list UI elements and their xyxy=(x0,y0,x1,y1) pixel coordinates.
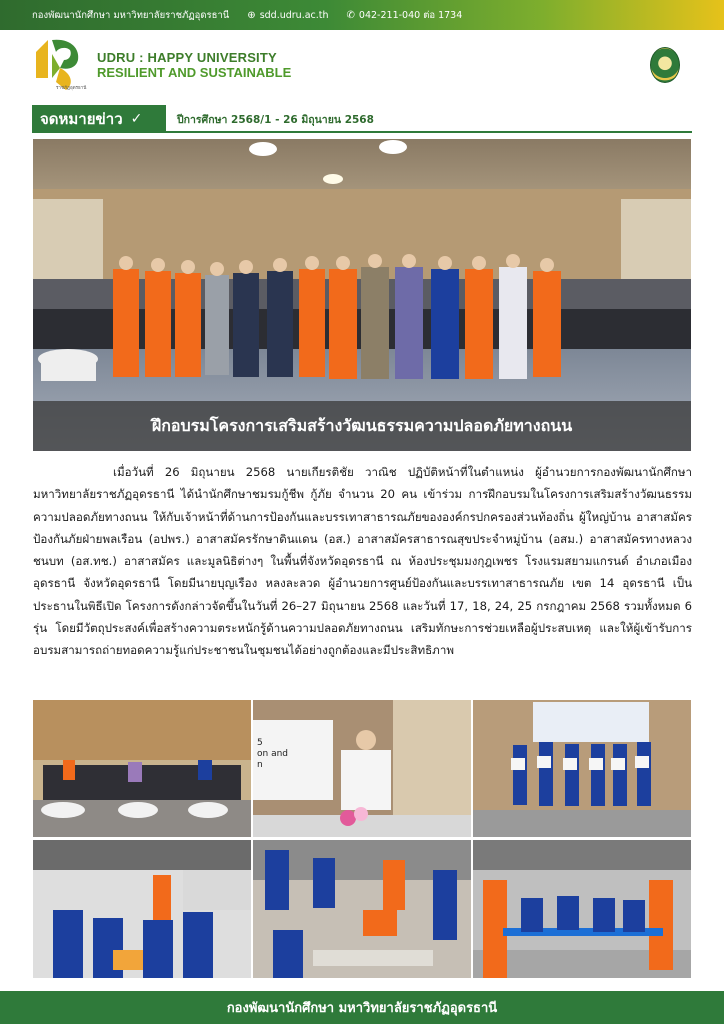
brand-line-2: RESILIENT AND SUSTAINABLE xyxy=(97,65,292,80)
header-divider xyxy=(32,131,692,133)
top-bar-website[interactable] xyxy=(247,10,328,21)
gallery-photo-outdoor-group xyxy=(33,840,251,978)
gallery-photo-stretcher-training xyxy=(473,840,691,978)
gallery-photo-certificates xyxy=(473,700,691,837)
top-bar-org xyxy=(32,8,229,23)
top-bar xyxy=(0,0,724,30)
article-body: เมื่อวันที่ 26 มิถุนายน 2568 นายเกียรติชัย วาณิช ปฏิบัติหน้าที่ในตำแหน่ง ผู้อำนวยการกองพัฒนานักศึกษา มหาวิทยาลัยราชภัฏอุดรธานี ได้นำนักศึกษาชมรมกู้ชีพ กู้ภัย จำนวน 20 คน เข้าร่วม การฝึกอบรมในโครงการเสริมสร้างวัฒนธรรมความปลอดภัยทางถนน ให้กับเจ้าหน้าที่ด้านการป้องกันและบรรเทาสาธารณภัยขององค์กรปกครองส่วนท้องถิ่น ผู้ใหญ่บ้าน อาสาสมัครป้องกันภัยฝ่ายพลเรือน (อปพร.) อาสาสมัครรักษาดินแดน (อส.) อาสาสมัครสาธารณสุขประจำหมู่บ้าน (อสม.) อาสาสมัครทางหลวงชนบท (อส.ทช.) อาสาสมัคร และมูลนิธิต่างๆ ในพื้นที่จังหวัดอุดรธานี ณ ห้องประชุมมงกุฎเพชร โรงแรมสยามแกรนด์ อำเภอเมืองอุดรธานี จังหวัดอุดรธานี โดยมีนายบุญเรือง หลงละลวด ผู้อำนวยการศูนย์ป้องกันและบรรเทาสาธารณภัย เขต 14 อุดรธานี เป็นประธานในพิธีเปิด โครงการดังกล่าวจัดขึ้นในวันที่ 26–27 มิถุนายน 2568 และวันที่ 17, 18, 24, 25 กรกฎาคม 2568 รวมทั้งหมด 6 รุ่น โดยมีวัตถุประสงค์เพื่อสร้างความตระหนักรู้ด้านความปลอดภัยทางถนน เสริมทักษะการช่วยเหลือผู้ประสบเหตุ และให้ผู้เข้ารับการอบรมสามารถถ่ายทอดความรู้แก่ประชาชนในชุมชนได้อย่างถูกต้องและมีประสิทธิภาพ xyxy=(33,465,692,658)
anniversary-logo xyxy=(30,34,86,96)
top-bar-phone xyxy=(347,8,463,23)
semester-date: ปีการศึกษา 2568/1 - 26 มิถุนายน 2568 xyxy=(177,114,374,126)
phone-icon: ✆ xyxy=(346,9,355,21)
slide-text: 5 on and n xyxy=(257,738,289,770)
footer-text: กองพัฒนานักศึกษา มหาวิทยาลัยราชภัฏอุดรธานี xyxy=(226,1001,498,1016)
gallery-photo-speaker xyxy=(253,700,471,837)
newsletter-title: จดหมายข่าว xyxy=(40,109,123,128)
main-group-photo xyxy=(33,139,691,451)
gallery-photo-meeting-room xyxy=(33,700,251,837)
org-name: กองพัฒนานักศึกษา มหาวิทยาลัยราชภัฏอุดรธานี xyxy=(32,9,230,21)
brand-slogan xyxy=(97,50,291,80)
logo-caption: ราชภัฏอุดรธานี xyxy=(56,86,87,91)
phone-number: 042-211-040 ต่อ 1734 xyxy=(358,9,463,21)
check-mark-icon: ✓ xyxy=(130,110,143,127)
gallery-photo-cpr-training xyxy=(253,840,471,978)
footer-bar xyxy=(0,991,724,1024)
main-photo-caption: ฝึกอบรมโครงการเสริมสร้างวัฒนธรรมความปลอดภัยทางถนน xyxy=(33,401,691,451)
newsletter-label xyxy=(32,105,166,132)
globe-icon: ⊕ xyxy=(247,9,256,21)
website-link[interactable]: sdd.udru.ac.th xyxy=(259,9,329,21)
university-seal-logo xyxy=(650,47,680,83)
brand-line-1: UDRU : HAPPY UNIVERSITY xyxy=(97,50,277,65)
